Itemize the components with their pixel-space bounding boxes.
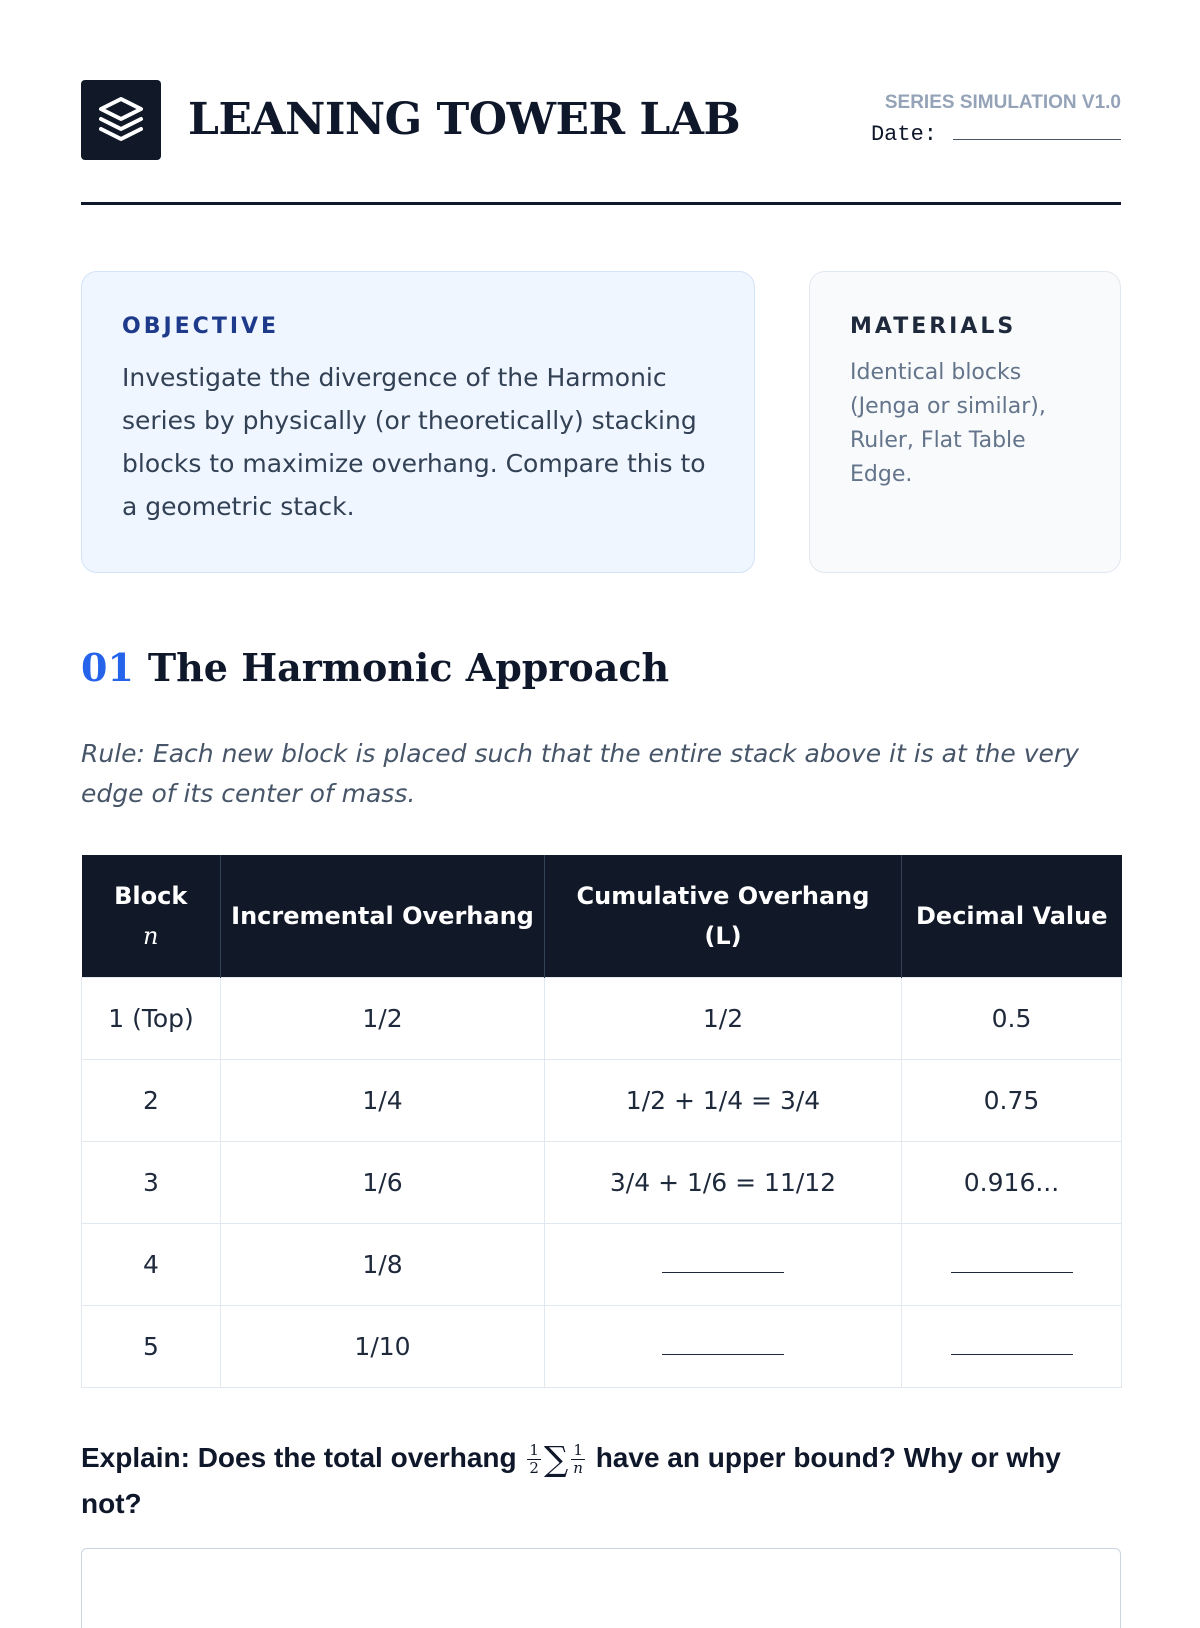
frac-numerator: 1 — [571, 1442, 585, 1460]
date-field — [871, 121, 1121, 147]
date-blank — [953, 121, 1121, 140]
header-incremental: Incremental Overhang — [221, 855, 545, 977]
cell-decimal: 0.5 — [902, 977, 1122, 1059]
answer-blank[interactable] — [662, 1336, 784, 1355]
fraction-one-over-n — [571, 1442, 585, 1477]
answer-blank[interactable] — [662, 1254, 784, 1273]
header-block — [82, 855, 221, 977]
cell-incremental: 1/10 — [221, 1305, 545, 1387]
layers-icon — [96, 94, 146, 146]
header-cumulative: Cumulative Overhang (L) — [545, 855, 902, 977]
version-label: SERIES SIMULATION V1.0 — [884, 92, 1121, 113]
cell-cumulative: 1/2 — [545, 977, 902, 1059]
cell-block: 1 (Top) — [82, 977, 221, 1059]
explain-question — [81, 1436, 1121, 1526]
materials-text: Identical blocks (Jenga or similar), Ruler, Flat Table Edge. — [850, 360, 1046, 487]
section-number: 01 — [81, 645, 134, 690]
cell-incremental: 1/6 — [221, 1141, 545, 1223]
cell-cumulative: 3/4 + 1/6 = 11/12 — [545, 1141, 902, 1223]
rule-text: Rule: Each new block is placed such that the entire stack above it is at the very edge of its center of mass. — [81, 739, 1079, 808]
cell-block: 3 — [82, 1141, 221, 1223]
header-block-label: Block — [114, 881, 188, 910]
table-row — [82, 1305, 1122, 1387]
explain-suffix: have an upper bound? Why or why not? — [81, 1442, 1061, 1519]
cell-decimal-blank[interactable] — [902, 1223, 1122, 1305]
frac-denominator: n — [573, 1459, 583, 1478]
cell-incremental: 1/4 — [221, 1059, 545, 1141]
table-row — [82, 1141, 1122, 1223]
header-block-symbol: n — [143, 921, 159, 950]
cell-block: 4 — [82, 1223, 221, 1305]
materials-label: MATERIALS — [850, 314, 1017, 339]
cell-decimal: 0.75 — [902, 1059, 1122, 1141]
overhang-table — [81, 855, 1122, 1388]
cell-decimal-blank[interactable] — [902, 1305, 1122, 1387]
cell-incremental: 1/8 — [221, 1223, 545, 1305]
cell-cumulative-blank[interactable] — [545, 1305, 902, 1387]
frac-denominator: 2 — [529, 1459, 539, 1478]
cell-incremental: 1/2 — [221, 977, 545, 1059]
table-row — [82, 1223, 1122, 1305]
page-header — [81, 80, 1121, 205]
logo — [81, 80, 161, 160]
materials-card — [809, 271, 1121, 573]
frac-numerator: 1 — [529, 1441, 539, 1460]
cell-cumulative: 1/2 + 1/4 = 3/4 — [545, 1059, 902, 1141]
header-decimal: Decimal Value — [902, 855, 1122, 977]
table-header-row — [82, 855, 1122, 977]
fraction-one-half — [527, 1442, 541, 1477]
cell-block: 5 — [82, 1305, 221, 1387]
table-row — [82, 1059, 1122, 1141]
cell-block: 2 — [82, 1059, 221, 1141]
cell-decimal: 0.916... — [902, 1141, 1122, 1223]
explain-prefix: Explain: Does the total overhang — [81, 1442, 517, 1473]
cell-cumulative-blank[interactable] — [545, 1223, 902, 1305]
objective-card — [81, 271, 755, 573]
section-heading — [81, 642, 669, 694]
objective-label: OBJECTIVE — [122, 314, 280, 339]
section-title: The Harmonic Approach — [147, 645, 670, 690]
answer-blank[interactable] — [951, 1254, 1073, 1273]
sigma-symbol: ∑ — [543, 1439, 569, 1480]
page-title: LEANING TOWER LAB — [188, 94, 741, 145]
objective-text: Investigate the divergence of the Harmonic series by physically (or theoretically) stacking blocks to maximize overhang. Compare this to a geometric stack. — [122, 363, 706, 521]
table-row — [82, 977, 1122, 1059]
date-label: Date: — [870, 122, 937, 147]
answer-blank[interactable] — [951, 1336, 1073, 1355]
answer-box[interactable] — [81, 1548, 1121, 1628]
